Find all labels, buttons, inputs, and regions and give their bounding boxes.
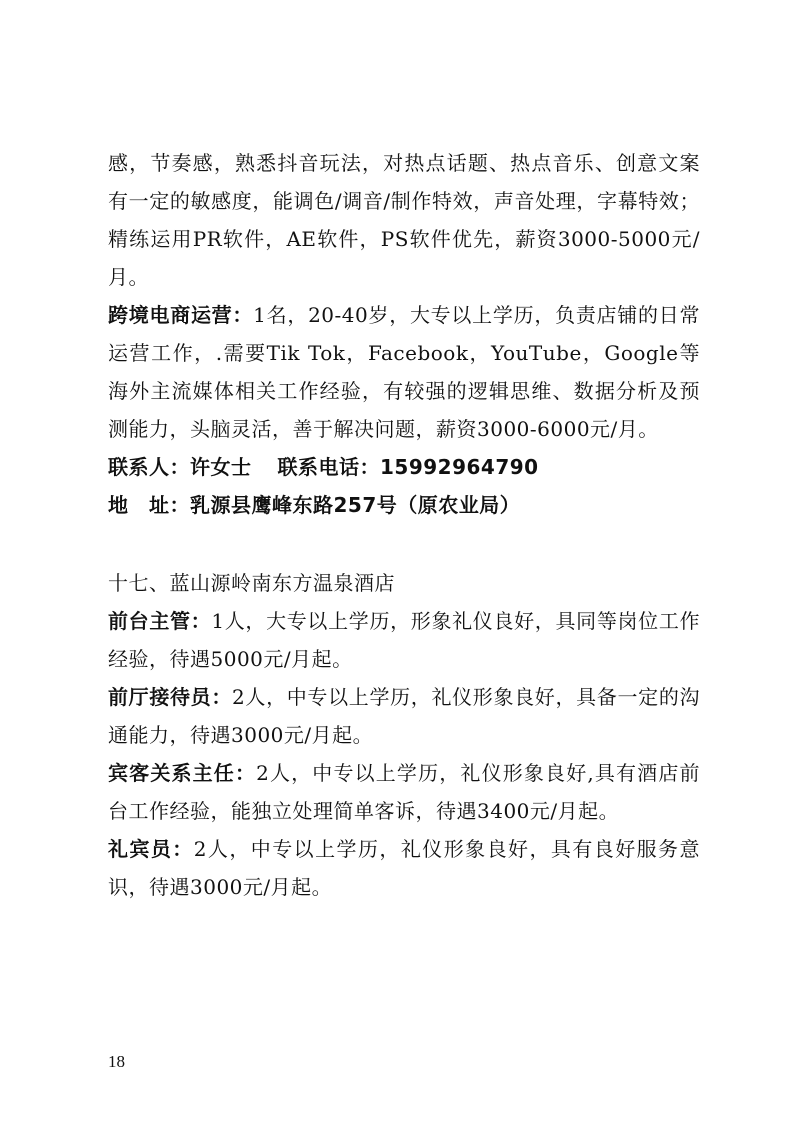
address-line xyxy=(108,486,700,524)
job-guest-relations-officer xyxy=(108,754,700,830)
page-number: 18 xyxy=(108,1052,125,1071)
address-label: 地 址： xyxy=(108,493,190,517)
job-text: 2人，中专以上学历，礼仪形象良好,具有酒店前台工作经验，能独立处理简单客诉，待遇3400元/月起。 xyxy=(108,761,700,823)
job-label: 宾客关系主任： xyxy=(108,761,257,785)
job-ecommerce-label: 跨境电商运营： xyxy=(108,303,254,327)
job-text: 2人，中专以上学历，礼仪形象良好，具备一定的沟通能力，待遇3000元/月起。 xyxy=(108,685,700,747)
intro-paragraph xyxy=(108,144,700,296)
section-heading: 十七、蓝山源岭南东方温泉酒店 xyxy=(108,571,395,595)
job-front-office-receptionist xyxy=(108,678,700,754)
job-ecommerce-text: 1名，20-40岁，大专以上学历，负责店铺的日常运营工作，.需要Tik Tok，Facebook，YouTube，Google等海外主流媒体相关工作经验，有较强的逻辑思维、数据分析及预测能力，头脑灵活，善于解决问题，薪资3000-6000元/月。 xyxy=(108,303,701,441)
job-front-desk-supervisor xyxy=(108,602,700,678)
contact-person-label: 联系人： xyxy=(108,455,190,479)
job-label: 前台主管： xyxy=(108,609,212,633)
contact-person: 许女士 xyxy=(190,455,252,479)
job-label: 礼宾员： xyxy=(108,837,194,861)
section-spacer xyxy=(108,524,700,564)
contact-line xyxy=(108,448,700,486)
address-value: 乳源县鹰峰东路257号（原农业局） xyxy=(190,493,521,517)
intro-text: 感，节奏感，熟悉抖音玩法，对热点话题、热点音乐、创意文案有一定的敏感度，能调色/调音/制作特效，声音处理，字幕特效；精练运用PR软件，AE软件，PS软件优先，薪资3000-5000元/月。 xyxy=(108,151,700,289)
job-ecommerce-paragraph xyxy=(108,296,700,448)
contact-phone-label: 联系电话： xyxy=(277,455,380,479)
document-body xyxy=(108,144,700,906)
job-text: 2人，中专以上学历，礼仪形象良好，具有良好服务意识，待遇3000元/月起。 xyxy=(108,837,700,899)
contact-phone: 15992964790 xyxy=(380,455,539,479)
job-text: 1人，大专以上学历，形象礼仪良好，具同等岗位工作经验，待遇5000元/月起。 xyxy=(108,609,700,671)
job-concierge xyxy=(108,830,700,906)
job-label: 前厅接待员： xyxy=(108,685,233,709)
